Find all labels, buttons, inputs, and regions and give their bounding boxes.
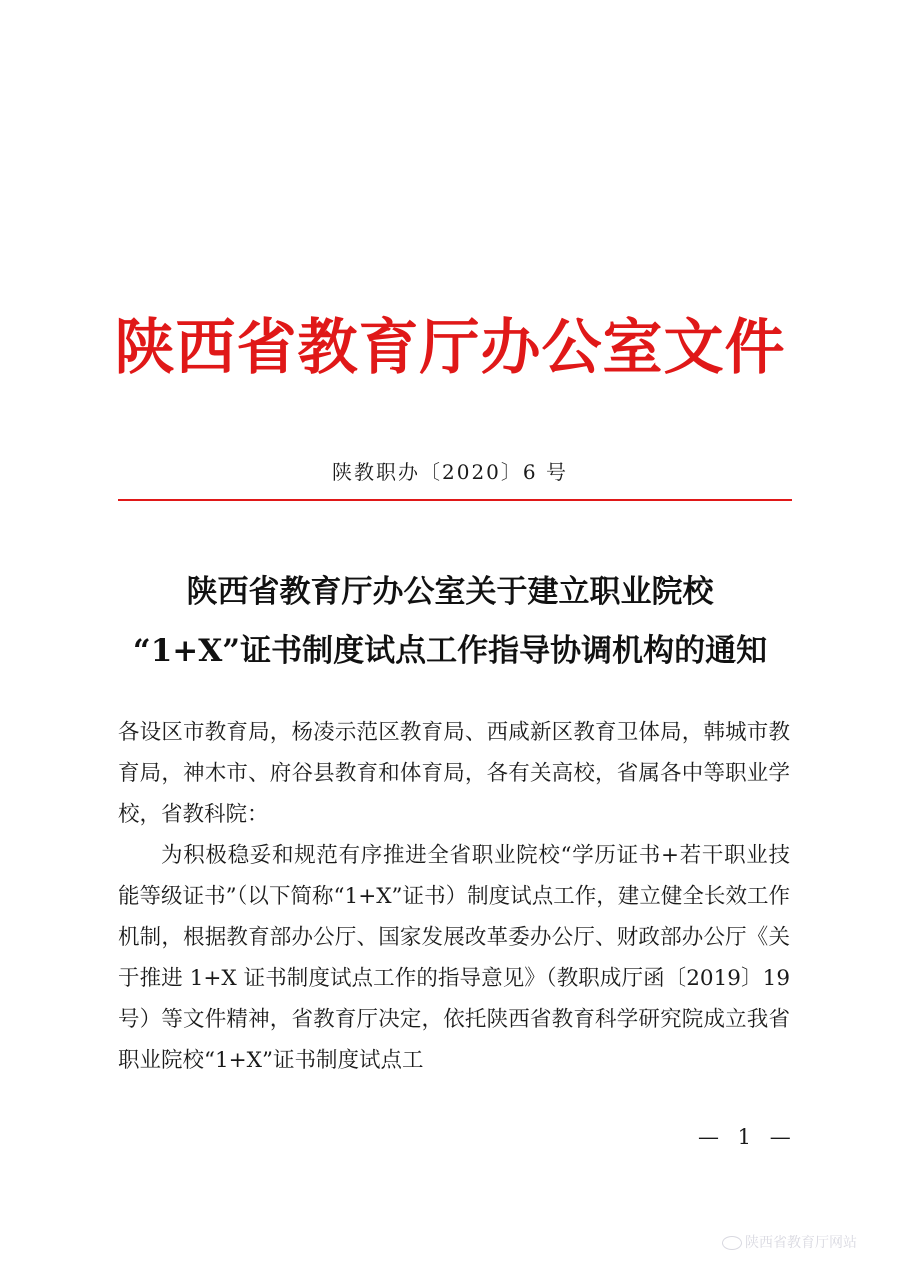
page-number: — 1 — (698, 1125, 797, 1149)
body-paragraph: 为积极稳妥和规范有序推进全省职业院校“学历证书+若干职业技能等级证书”（以下简称“1+X”证书）制度试点工作，建立健全长效工作机制，根据教育部办公厅、国家发展改革委办公厅、财政部办公厅《关于推进 1+X 证书制度试点工作的指导意见》（教职成厅函〔2019〕19 号）等文件精神，省教育厅决定，依托陕西省教育科学研究院成立我省职业院校“1+X”证书制度试点工 (118, 843, 790, 1073)
document-number: 陕教职办〔2020〕6 号 (332, 460, 568, 484)
site-watermark (722, 1232, 857, 1252)
notice-title-line-2: “1+X”证书制度试点工作指导协调机构的通知 (132, 633, 768, 669)
notice-title-line-1: 陕西省教育厅办公室关于建立职业院校 (186, 574, 714, 610)
watermark-logo-icon (722, 1236, 742, 1250)
issuer-title: 陕西省教育厅办公室文件 (114, 313, 786, 383)
addressee-paragraph: 各设区市教育局，杨凌示范区教育局、西咸新区教育卫体局，韩城市教育局，神木市、府谷县教育和体育局，各有关高校，省属各中等职业学校，省教科院： (118, 720, 790, 827)
watermark-text: 陕西省教育厅网站 (745, 1235, 857, 1251)
red-divider-line (118, 499, 792, 501)
